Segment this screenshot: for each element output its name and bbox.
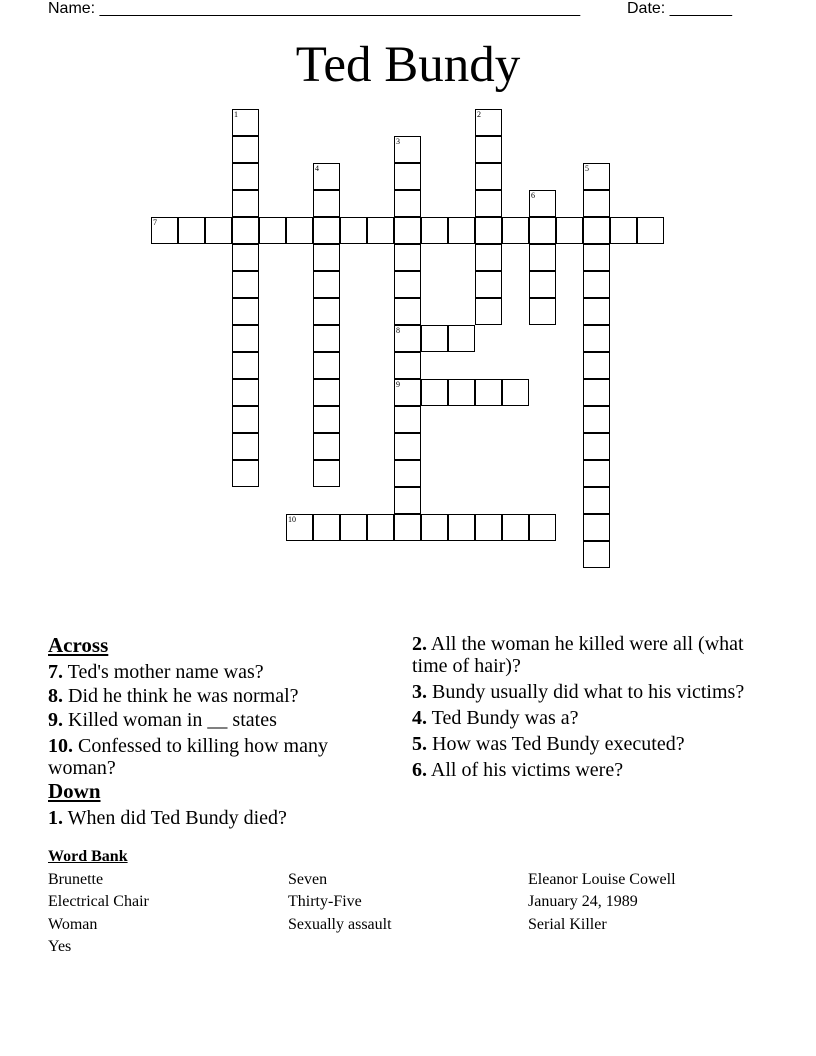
grid-cell[interactable] (502, 514, 529, 541)
clue-text: All of his victims were? (430, 759, 624, 781)
grid-cell[interactable] (421, 217, 448, 244)
clue-number: 1. (48, 807, 63, 829)
grid-cell[interactable] (394, 163, 421, 190)
clue-text: How was Ted Bundy executed? (432, 733, 685, 755)
cell-number: 3 (396, 137, 400, 146)
cell-number: 7 (153, 218, 157, 227)
clue-number: 7. (48, 661, 63, 683)
cell-number: 5 (585, 164, 589, 173)
grid-cell[interactable] (313, 163, 340, 190)
grid-cell[interactable] (394, 136, 421, 163)
grid-cell[interactable] (232, 460, 259, 487)
grid-cell[interactable] (475, 109, 502, 136)
grid-cell[interactable] (394, 460, 421, 487)
clue-text: Did he think he was normal? (68, 685, 299, 707)
clue-number: 8. (48, 685, 63, 707)
grid-cell[interactable] (313, 190, 340, 217)
down-heading: Down (48, 779, 101, 803)
grid-cell[interactable] (475, 514, 502, 541)
grid-cell[interactable] (367, 514, 394, 541)
grid-cell[interactable] (394, 514, 421, 541)
word-bank-item: January 24, 1989 (528, 893, 638, 910)
word-bank-item: Yes (48, 938, 72, 955)
grid-cell[interactable] (475, 163, 502, 190)
grid-cell[interactable] (313, 271, 340, 298)
clue-number: 3. (412, 681, 427, 703)
cell-number: 8 (396, 326, 400, 335)
clues-left-column (48, 633, 388, 829)
grid-cell[interactable] (583, 433, 610, 460)
grid-cell[interactable] (394, 271, 421, 298)
grid-cell[interactable] (556, 217, 583, 244)
grid-cell[interactable] (583, 460, 610, 487)
grid-cell[interactable] (448, 514, 475, 541)
word-bank-item: Brunette (48, 870, 104, 888)
grid-cell[interactable] (475, 217, 502, 244)
clue-across-7 (48, 661, 388, 683)
grid-cell[interactable] (313, 379, 340, 406)
grid-cell[interactable] (232, 352, 259, 379)
grid-cell[interactable] (529, 514, 556, 541)
grid-cell[interactable] (421, 325, 448, 352)
grid-cell[interactable] (394, 433, 421, 460)
grid-cell[interactable] (529, 244, 556, 271)
cell-number: 2 (477, 110, 481, 119)
word-bank-item: Thirty-Five (288, 893, 362, 910)
word-bank-column-1 (48, 869, 149, 959)
grid-cell[interactable] (232, 406, 259, 433)
grid-cell[interactable] (313, 433, 340, 460)
word-bank-title: Word Bank (48, 848, 128, 865)
grid-cell[interactable] (583, 541, 610, 568)
clue-down-2 (412, 633, 762, 677)
grid-cell[interactable] (421, 514, 448, 541)
clue-text: Ted Bundy was a? (431, 707, 579, 729)
grid-cell[interactable] (286, 514, 313, 541)
grid-cell[interactable] (151, 217, 178, 244)
word-bank-item: Sexually assault (288, 915, 392, 933)
grid-cell[interactable] (313, 325, 340, 352)
grid-cell[interactable] (313, 406, 340, 433)
grid-cell[interactable] (232, 109, 259, 136)
grid-cell[interactable] (475, 379, 502, 406)
grid-cell[interactable] (232, 217, 259, 244)
word-bank-item: Seven (288, 870, 328, 888)
grid-cell[interactable] (583, 379, 610, 406)
word-bank (48, 846, 768, 955)
date-label: Date: _______ (627, 0, 732, 17)
grid-cell[interactable] (583, 487, 610, 514)
name-label: Name: ______________________________________________________ (48, 0, 581, 17)
grid-cell[interactable] (475, 271, 502, 298)
grid-cell[interactable] (232, 244, 259, 271)
word-bank-item: Serial Killer (528, 915, 607, 933)
clue-number: 6. (412, 759, 427, 781)
clue-text: Killed woman in __ states (68, 709, 277, 731)
clue-text: Confessed to killing how many woman? (48, 735, 328, 779)
grid-cell[interactable] (394, 217, 421, 244)
grid-cell[interactable] (313, 298, 340, 325)
cell-number: 9 (396, 380, 400, 389)
grid-cell[interactable] (583, 352, 610, 379)
clue-down-6 (412, 759, 762, 781)
grid-cell[interactable] (232, 190, 259, 217)
grid-cell[interactable] (340, 514, 367, 541)
word-bank-column-3 (528, 869, 676, 937)
grid-cell[interactable] (502, 379, 529, 406)
grid-cell[interactable] (529, 271, 556, 298)
grid-cell[interactable] (529, 217, 556, 244)
grid-cell[interactable] (313, 514, 340, 541)
grid-cell[interactable] (367, 217, 394, 244)
grid-cell[interactable] (475, 244, 502, 271)
grid-cell[interactable] (259, 217, 286, 244)
grid-cell[interactable] (394, 379, 421, 406)
grid-cell[interactable] (394, 298, 421, 325)
grid-cell[interactable] (313, 244, 340, 271)
grid-cell[interactable] (313, 460, 340, 487)
grid-cell[interactable] (394, 325, 421, 352)
clue-number: 5. (412, 733, 427, 755)
grid-cell[interactable] (583, 271, 610, 298)
grid-cell[interactable] (529, 190, 556, 217)
grid-cell[interactable] (583, 325, 610, 352)
grid-cell[interactable] (205, 217, 232, 244)
clue-text: When did Ted Bundy died? (67, 807, 287, 829)
grid-cell[interactable] (583, 190, 610, 217)
clue-across-8 (48, 685, 388, 707)
clue-down-4 (412, 707, 762, 729)
word-bank-item: Electrical Chair (48, 893, 149, 910)
clue-text: All the woman he killed were all (what time of hair)? (412, 633, 744, 677)
grid-cell[interactable] (313, 352, 340, 379)
grid-cell[interactable] (583, 514, 610, 541)
clue-text: Ted's mother name was? (67, 661, 264, 683)
grid-cell[interactable] (394, 244, 421, 271)
grid-cell[interactable] (583, 217, 610, 244)
grid-cell[interactable] (583, 406, 610, 433)
grid-cell[interactable] (232, 325, 259, 352)
grid-cell[interactable] (475, 136, 502, 163)
grid-cell[interactable] (637, 217, 664, 244)
grid-cell[interactable] (340, 217, 367, 244)
clue-down-5 (412, 733, 762, 755)
across-heading: Across (48, 633, 109, 657)
grid-cell[interactable] (475, 190, 502, 217)
grid-cell[interactable] (394, 352, 421, 379)
grid-cell[interactable] (583, 163, 610, 190)
grid-cell[interactable] (475, 298, 502, 325)
word-bank-item: Eleanor Louise Cowell (528, 870, 676, 888)
grid-cell[interactable] (394, 406, 421, 433)
clue-down-3 (412, 681, 762, 703)
cell-number: 4 (315, 164, 319, 173)
grid-cell[interactable] (394, 190, 421, 217)
clue-number: 10. (48, 735, 73, 757)
clue-down-1 (48, 807, 388, 829)
grid-cell[interactable] (502, 217, 529, 244)
grid-cell[interactable] (583, 298, 610, 325)
word-bank-column-2 (288, 869, 392, 937)
grid-cell[interactable] (583, 244, 610, 271)
clue-across-9 (48, 709, 388, 731)
clue-number: 9. (48, 709, 63, 731)
cell-number: 1 (234, 110, 238, 119)
grid-cell[interactable] (232, 136, 259, 163)
grid-cell[interactable] (232, 271, 259, 298)
grid-cell[interactable] (394, 487, 421, 514)
clues-right-column (412, 633, 762, 781)
grid-cell[interactable] (529, 298, 556, 325)
grid-cell[interactable] (232, 433, 259, 460)
clue-across-10 (48, 735, 388, 779)
grid-cell[interactable] (232, 298, 259, 325)
grid-cell[interactable] (448, 325, 475, 352)
clue-text: Bundy usually did what to his victims? (432, 681, 745, 703)
clue-number: 4. (412, 707, 427, 729)
clue-number: 2. (412, 633, 427, 655)
word-bank-item: Woman (48, 915, 98, 933)
page-title: Ted Bundy (295, 37, 521, 93)
grid-cell[interactable] (421, 379, 448, 406)
grid-cell[interactable] (313, 217, 340, 244)
cell-number: 10 (288, 515, 296, 524)
grid-cell[interactable] (448, 217, 475, 244)
grid-cell[interactable] (232, 379, 259, 406)
cell-number: 6 (531, 191, 535, 200)
grid-cell[interactable] (286, 217, 313, 244)
grid-cell[interactable] (232, 163, 259, 190)
grid-cell[interactable] (610, 217, 637, 244)
grid-cell[interactable] (448, 379, 475, 406)
grid-cell[interactable] (178, 217, 205, 244)
